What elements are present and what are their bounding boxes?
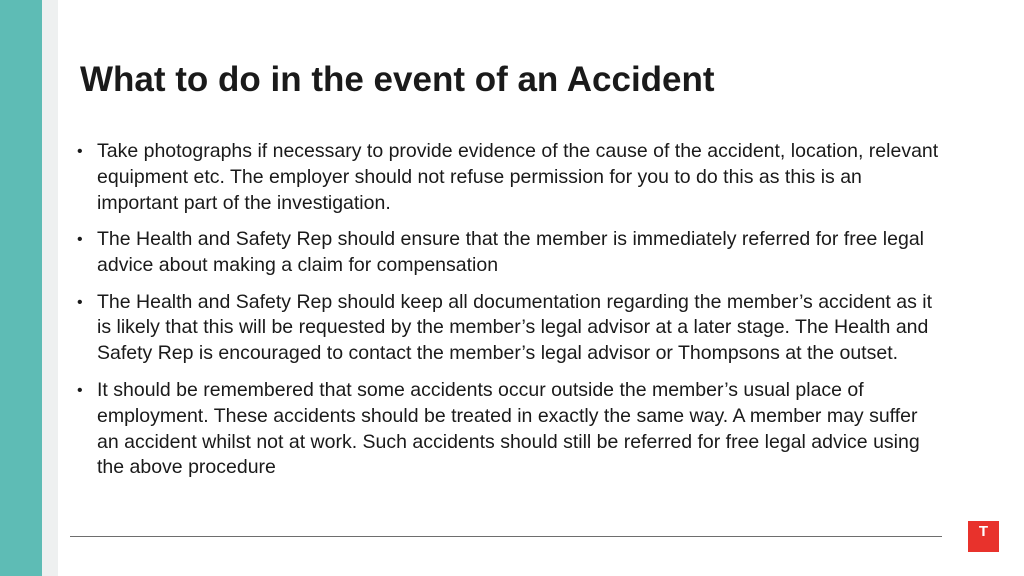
- bullet-text: Take photographs if necessary to provide evidence of the cause of the accident, location, relevant equipment etc. The employer should not refuse permission for you to do this as this is an important part of the investigation.: [97, 140, 939, 214]
- bullet-text: The Health and Safety Rep should ensure that the member is immediately referred for free legal advice about making a claim for compensation: [97, 228, 925, 277]
- bullet-text: It should be remembered that some accidents occur outside the member’s usual place of employment. These accidents should be treated in exactly the same way. A member may suffer an accident whilst not at work. Such accidents should still be referred for free legal advice using the above procedure: [97, 378, 920, 479]
- footer-divider: [70, 536, 942, 537]
- bullet-icon: •: [77, 381, 83, 399]
- slide-title: What to do in the event of an Accident: [80, 60, 715, 99]
- bullet-item-documentation: [77, 290, 939, 368]
- bullet-icon: •: [77, 293, 83, 311]
- thompsons-logo-icon: T: [968, 521, 999, 552]
- bullet-item-legal-advice: [77, 227, 939, 279]
- bullet-icon: •: [77, 143, 83, 160]
- bullet-icon: •: [77, 231, 83, 249]
- bullet-item-outside-workplace: [77, 378, 939, 482]
- teal-side-bar: [0, 0, 42, 576]
- bullet-list: [77, 139, 939, 492]
- side-strip: [42, 0, 58, 576]
- bullet-text: The Health and Safety Rep should keep all documentation regarding the member’s accident as it is likely that this will be requested by the member’s legal advisor at a later stage. The Health and Safety Rep is encouraged to contact the member’s legal advisor or Thompsons at the outset.: [97, 290, 933, 365]
- bullet-item-photographs: [77, 139, 939, 217]
